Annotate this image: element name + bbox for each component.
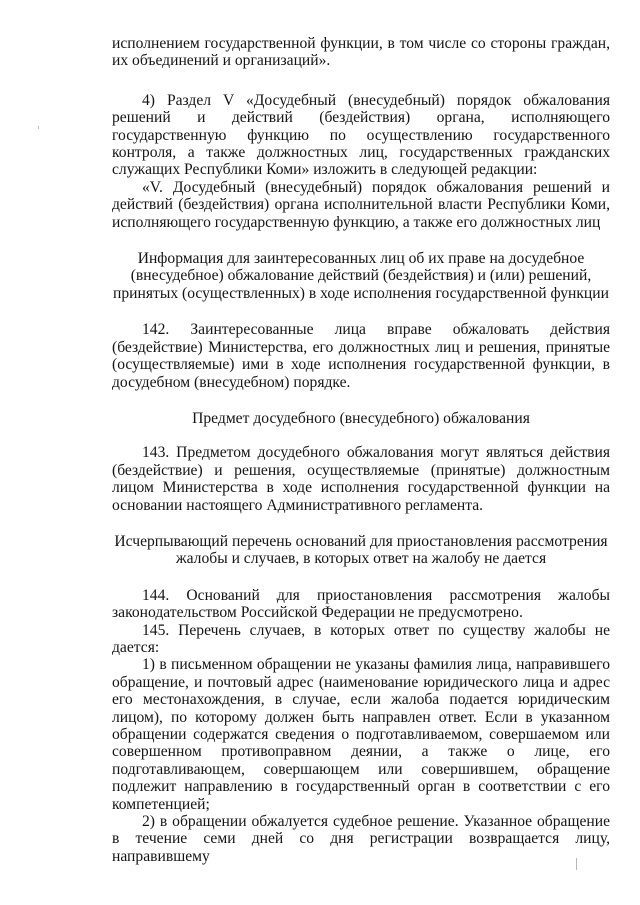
section-v-title: «V. Досудебный (внесудебный) порядок обжалования решений и действий (бездействия) органа исполнительной власти Республики Коми, исполняющего государственную функцию, а также его должностных лиц (112, 178, 610, 231)
heading-subject-of-appeal: Предмет досудебного (внесудебного) обжалования (192, 409, 530, 427)
paragraph-145-item-1: 1) в письменном обращении не указаны фамилия лица, направившего обращение, и почтовый адрес (наименование юридического лица и адрес его местонахождения, в случае, если жалоба подается юридическим лицом), по которому должен быть направлен ответ. Если в указанном обращении содержатся сведения о подготавливаемом, совершаемом или совершенном противоправном деянии, а также о лице, его подготавливающем, совершающем или совершившем, обращение подлежит направлению в государственный орган в соответствии с его компетенцией; (112, 656, 610, 813)
paragraph-145: 145. Перечень случаев, в которых ответ по существу жалобы не дается: (112, 621, 610, 656)
heading-grounds-suspension: Исчерпывающий перечень оснований для приостановления рассмотрения жалобы и случаев, в которых ответ на жалобу не дается (114, 532, 608, 568)
heading-info-rights: Информация для заинтересованных лиц об их праве на досудебное (внесудебное) обжалование действий (бездействия) и (или) решений, принятых (осуществленных) в ходе исполнения государственной функции (113, 250, 609, 302)
scan-artifact (38, 126, 39, 129)
paragraph-142: 142. Заинтересованные лица вправе обжаловать действия (бездействие) Министерства, его должностных лиц и решения, принятые (осуществляемые) ими в ходе исполнения государственной функции, в досудебном (внесудебном) порядке. (112, 321, 610, 391)
paragraph-144: 144. Оснований для приостановления рассмотрения жалобы законодательством Российской Федерации не предусмотрено. (112, 586, 610, 622)
document-body (112, 35, 610, 865)
item-4-paragraph: 4) Раздел V «Досудебный (внесудебный) порядок обжалования решений и действий (бездействия) органа, исполняющего государственную функцию по осуществлению государственного контроля, а также должностных лиц, государственных гражданских служащих Республики Коми» изложить в следующей редакции: (112, 91, 610, 179)
paragraph-145-item-2: 2) в обращении обжалуется судебное решение. Указанное обращение в течение семи дней со дня регистрации возвращается лицу, направившему (112, 813, 610, 865)
paragraph-143: 143. Предметом досудебного обжалования могут являться действия (бездействие) и решения, осуществляемые (принятые) должностным лицом Министерства в ходе исполнения государственной функции на основании настоящего Административного регламента. (112, 444, 610, 514)
continuation-paragraph: исполнением государственной функции, в том числе со стороны граждан, их объединений и организаций». (112, 35, 610, 70)
